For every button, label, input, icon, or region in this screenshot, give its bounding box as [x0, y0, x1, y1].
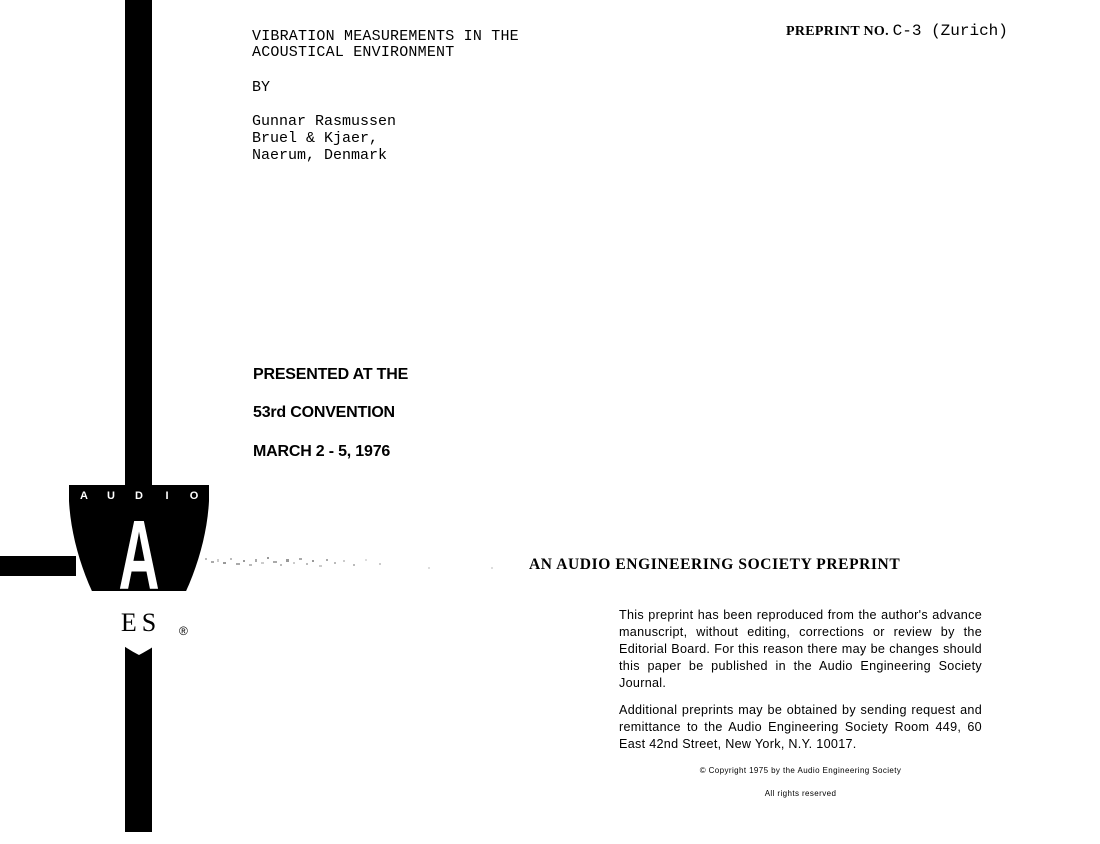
by-label: BY: [252, 79, 271, 96]
logo-es-text: ES: [120, 608, 162, 637]
preprint-disclaimer: This preprint has been reproduced from the author's advance manuscript, without editing, corrections or review by the Editorial Board. For this reason there may be changes should this paper be published in the Audio Engineering Society Journal.: [619, 608, 982, 690]
logo-big-a: A: [118, 499, 160, 610]
author-block: [252, 113, 396, 164]
audio-letter-a: A: [80, 490, 88, 502]
convention-date: MARCH 2 - 5, 1976: [253, 443, 391, 460]
convention-line: 53rd CONVENTION: [253, 404, 395, 421]
audio-letter-o: O: [189, 490, 199, 502]
scan-noise: [203, 555, 503, 575]
vertical-rule-bar: [125, 0, 152, 832]
horizontal-rule-bar: [0, 556, 76, 576]
copyright-notice: © Copyright 1975 by the Audio Engineering Society: [699, 766, 902, 775]
registered-mark: ®: [179, 624, 188, 638]
society-heading: AN AUDIO ENGINEERING SOCIETY PREPRINT: [529, 556, 901, 573]
author-location: Naerum, Denmark: [252, 147, 388, 164]
author-name: Gunnar Rasmussen: [252, 113, 397, 130]
preprint-label: PREPRINT NO.: [786, 24, 889, 39]
title-line-2: ACOUSTICAL ENVIRONMENT: [252, 44, 455, 61]
presented-at-line: PRESENTED AT THE: [253, 366, 409, 383]
ordering-info: Additional preprints may be obtained by sending request and remittance to the Audio Engineering Society Room 449, 60 East 42nd Street, New York, N.Y. 10017.: [619, 703, 982, 751]
audio-letter-u: U: [107, 490, 115, 502]
paper-title: [252, 29, 519, 61]
preprint-number: [786, 22, 1008, 40]
preprint-value: C-3 (Zurich): [892, 22, 1008, 40]
author-organization: Bruel & Kjaer,: [252, 130, 379, 147]
audio-letter-d: D: [135, 490, 143, 502]
rights-notice: All rights reserved: [764, 789, 837, 798]
aes-logo: [66, 483, 212, 663]
audio-letter-i: I: [165, 490, 169, 502]
title-line-1: VIBRATION MEASUREMENTS IN THE: [252, 28, 519, 45]
